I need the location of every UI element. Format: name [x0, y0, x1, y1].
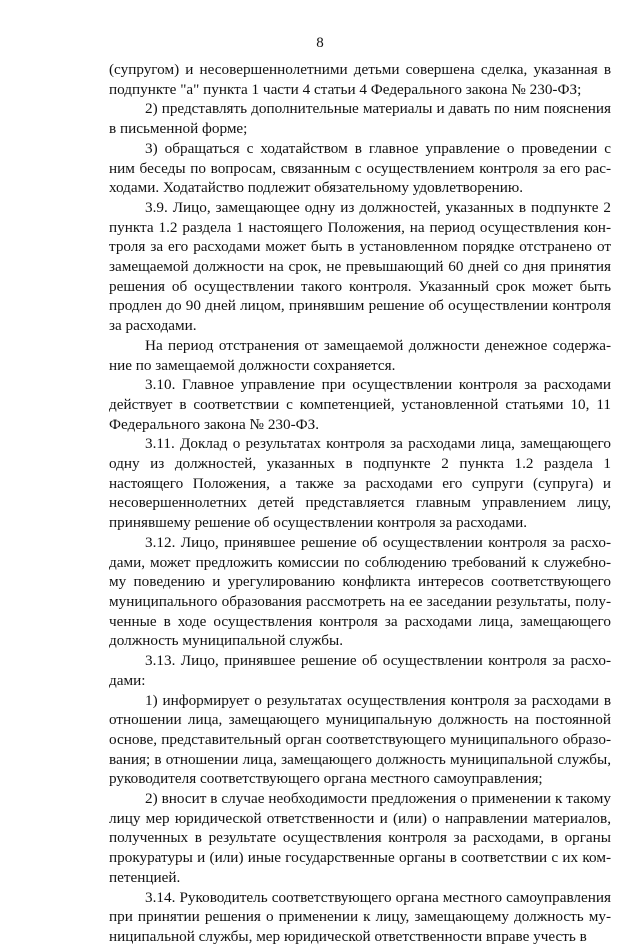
paragraph-item-3: 3) обращаться с ходатайством в главное управление о проведении с ним беседы по вопросам, связанным с осуществлением контроля за его расходами. Ходатайство подлежит обязательному удовлетворению.	[109, 139, 611, 197]
paragraph-3-9: 3.9. Лицо, замещающее одну из должностей, указанных в подпункте 2 пункта 1.2 раздела 1 настоящего Положения, на период осуществления контроля за его расходами может быть в установленном порядке отстранено от замещаемой должности на срок, не превышающий 60 дней со дня принятия решения об осуществлении такого контроля. Указанный срок может быть продлен до 90 дней лицом, принявшим решение об осуществлении контроля за расходами.	[109, 198, 611, 335]
paragraph-3-10: 3.10. Главное управление при осуществлении контроля за расходами действует в соответствии с компетенцией, установленной статьями 10, 11 Федерального закона № 230-ФЗ.	[109, 376, 611, 433]
paragraph-3-14: 3.14. Руководитель соответствующего органа местного самоуправления при принятии решения о применении к лицу, замещающему должность муниципальной службы, мер юридической ответственности вправе учесть в	[109, 888, 611, 945]
paragraph-3-13: 3.13. Лицо, принявшее решение об осуществлении контроля за расходами:	[109, 652, 611, 689]
document-body	[109, 60, 611, 947]
paragraph-3-12: 3.12. Лицо, принявшее решение об осуществлении контроля за расходами, может предложить комиссии по соблюдению требований к служебному поведению и урегулированию конфликта интересов соответствующего муниципального образования рассмотреть на ее заседании результаты, полученные в ходе осуществления контроля за расходами лица, замещающего должность муниципальной службы.	[109, 533, 611, 650]
paragraph-continuation: (супругом) и несовершеннолетними детьми совершена сделка, указанная в подпункте "а" пункта 1 части 4 статьи 4 Федерального закона № 230-ФЗ;	[109, 61, 611, 98]
page-number: 8	[316, 35, 324, 51]
paragraph-3-13-item-1: 1) информирует о результатах осуществления контроля за расходами в отношении лица, замещающего муниципальную должность на постоянной основе, представительный орган соответствующего муниципального образования; в отношении лица, замещающего должность муниципальной службы, руководителя соответствующего органа местного самоуправления;	[109, 691, 611, 788]
paragraph-3-11: 3.11. Доклад о результатах контроля за расходами лица, замещающего одну из должностей, указанных в подпункте 2 пункта 1.2 раздела 1 настоящего Положения, а также за расходами его супруги (супруга) и несовершеннолетних детей представляется главным управлением лицу, принявшему решение об осуществлении контроля за расходами.	[109, 435, 611, 532]
paragraph-3-13-item-2: 2) вносит в случае необходимости предложения о применении к такому лицу мер юридической ответственности и (или) о направлении материалов, полученных в результате осуществления контроля за расходами, в органы прокуратуры и (или) иные государственные органы в соответствии с их компетенцией.	[109, 790, 611, 886]
paragraph-item-2: 2) представлять дополнительные материалы и давать по ним пояснения в письменной форме;	[109, 100, 611, 138]
paragraph-suspension-salary: На период отстранения от замещаемой должности денежное содержание по замещаемой должности сохраняется.	[109, 336, 611, 374]
